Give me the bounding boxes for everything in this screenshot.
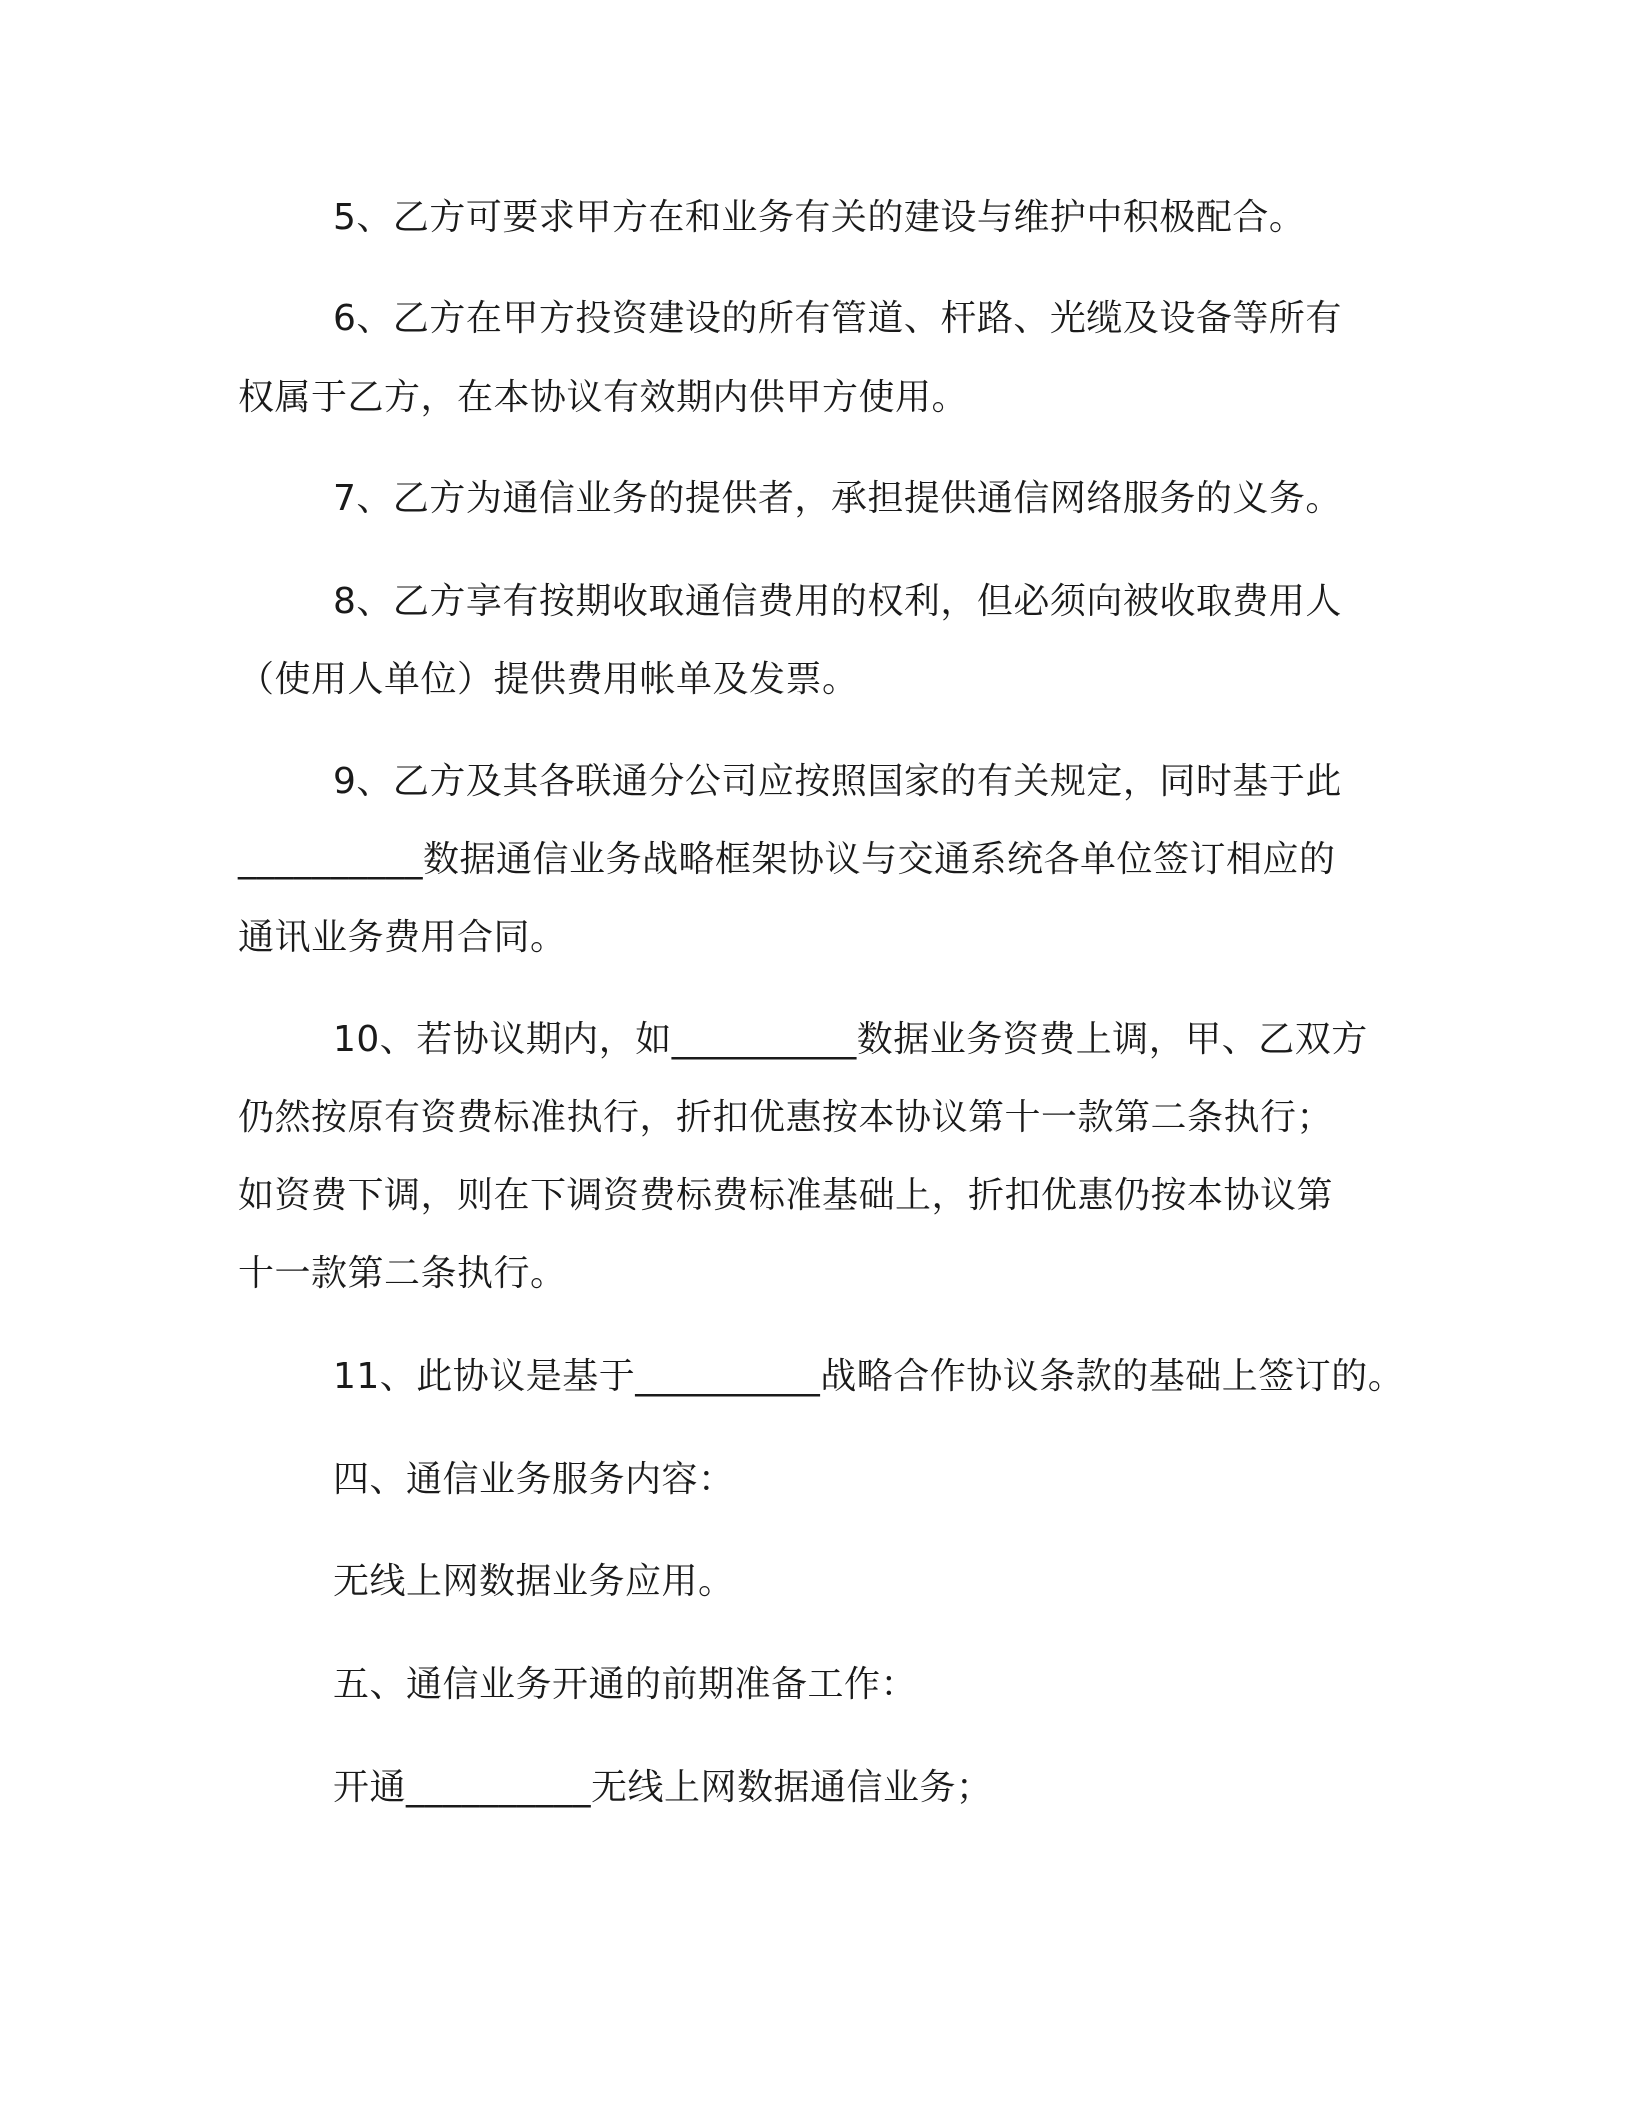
section-4-body: 无线上网数据业务应用。 [333, 1561, 735, 1602]
section-4-heading: 四、通信业务服务内容： [333, 1459, 735, 1500]
section-5-body: 开通__________无线上网数据通信业务； [333, 1767, 993, 1808]
clause-11-line-1: 11、此协议是基于__________战略合作协议条款的基础上签订的。 [333, 1356, 1405, 1397]
clause-5-line-1: 5、乙方可要求甲方在和业务有关的建设与维护中积极配合。 [333, 197, 1306, 238]
section-5-heading: 五、通信业务开通的前期准备工作： [333, 1664, 918, 1705]
clause-9-line-2: __________数据通信业务战略框架协议与交通系统各单位签订相应的 [238, 839, 1336, 880]
clause-6-line-1: 6、乙方在甲方投资建设的所有管道、杆路、光缆及设备等所有 [333, 298, 1342, 339]
clause-10-line-2: 仍然按原有资费标准执行，折扣优惠按本协议第十一款第二条执行； [238, 1097, 1334, 1138]
clause-6-line-2: 权属于乙方，在本协议有效期内供甲方使用。 [238, 377, 969, 418]
clause-10-line-1: 10、若协议期内，如__________数据业务资费上调，甲、乙双方 [333, 1019, 1368, 1060]
clause-7-line-1: 7、乙方为通信业务的提供者，承担提供通信网络服务的义务。 [333, 478, 1342, 519]
clause-9-line-1: 9、乙方及其各联通分公司应按照国家的有关规定，同时基于此 [333, 761, 1342, 802]
clause-10-line-4: 十一款第二条执行。 [238, 1253, 567, 1294]
clause-8-line-2: （使用人单位）提供费用帐单及发票。 [238, 659, 859, 700]
clause-8-line-1: 8、乙方享有按期收取通信费用的权利，但必须向被收取费用人 [333, 581, 1342, 622]
clause-9-line-3: 通讯业务费用合同。 [238, 917, 567, 958]
clause-10-line-3: 如资费下调，则在下调资费标费标准基础上，折扣优惠仍按本协议第 [238, 1175, 1334, 1216]
